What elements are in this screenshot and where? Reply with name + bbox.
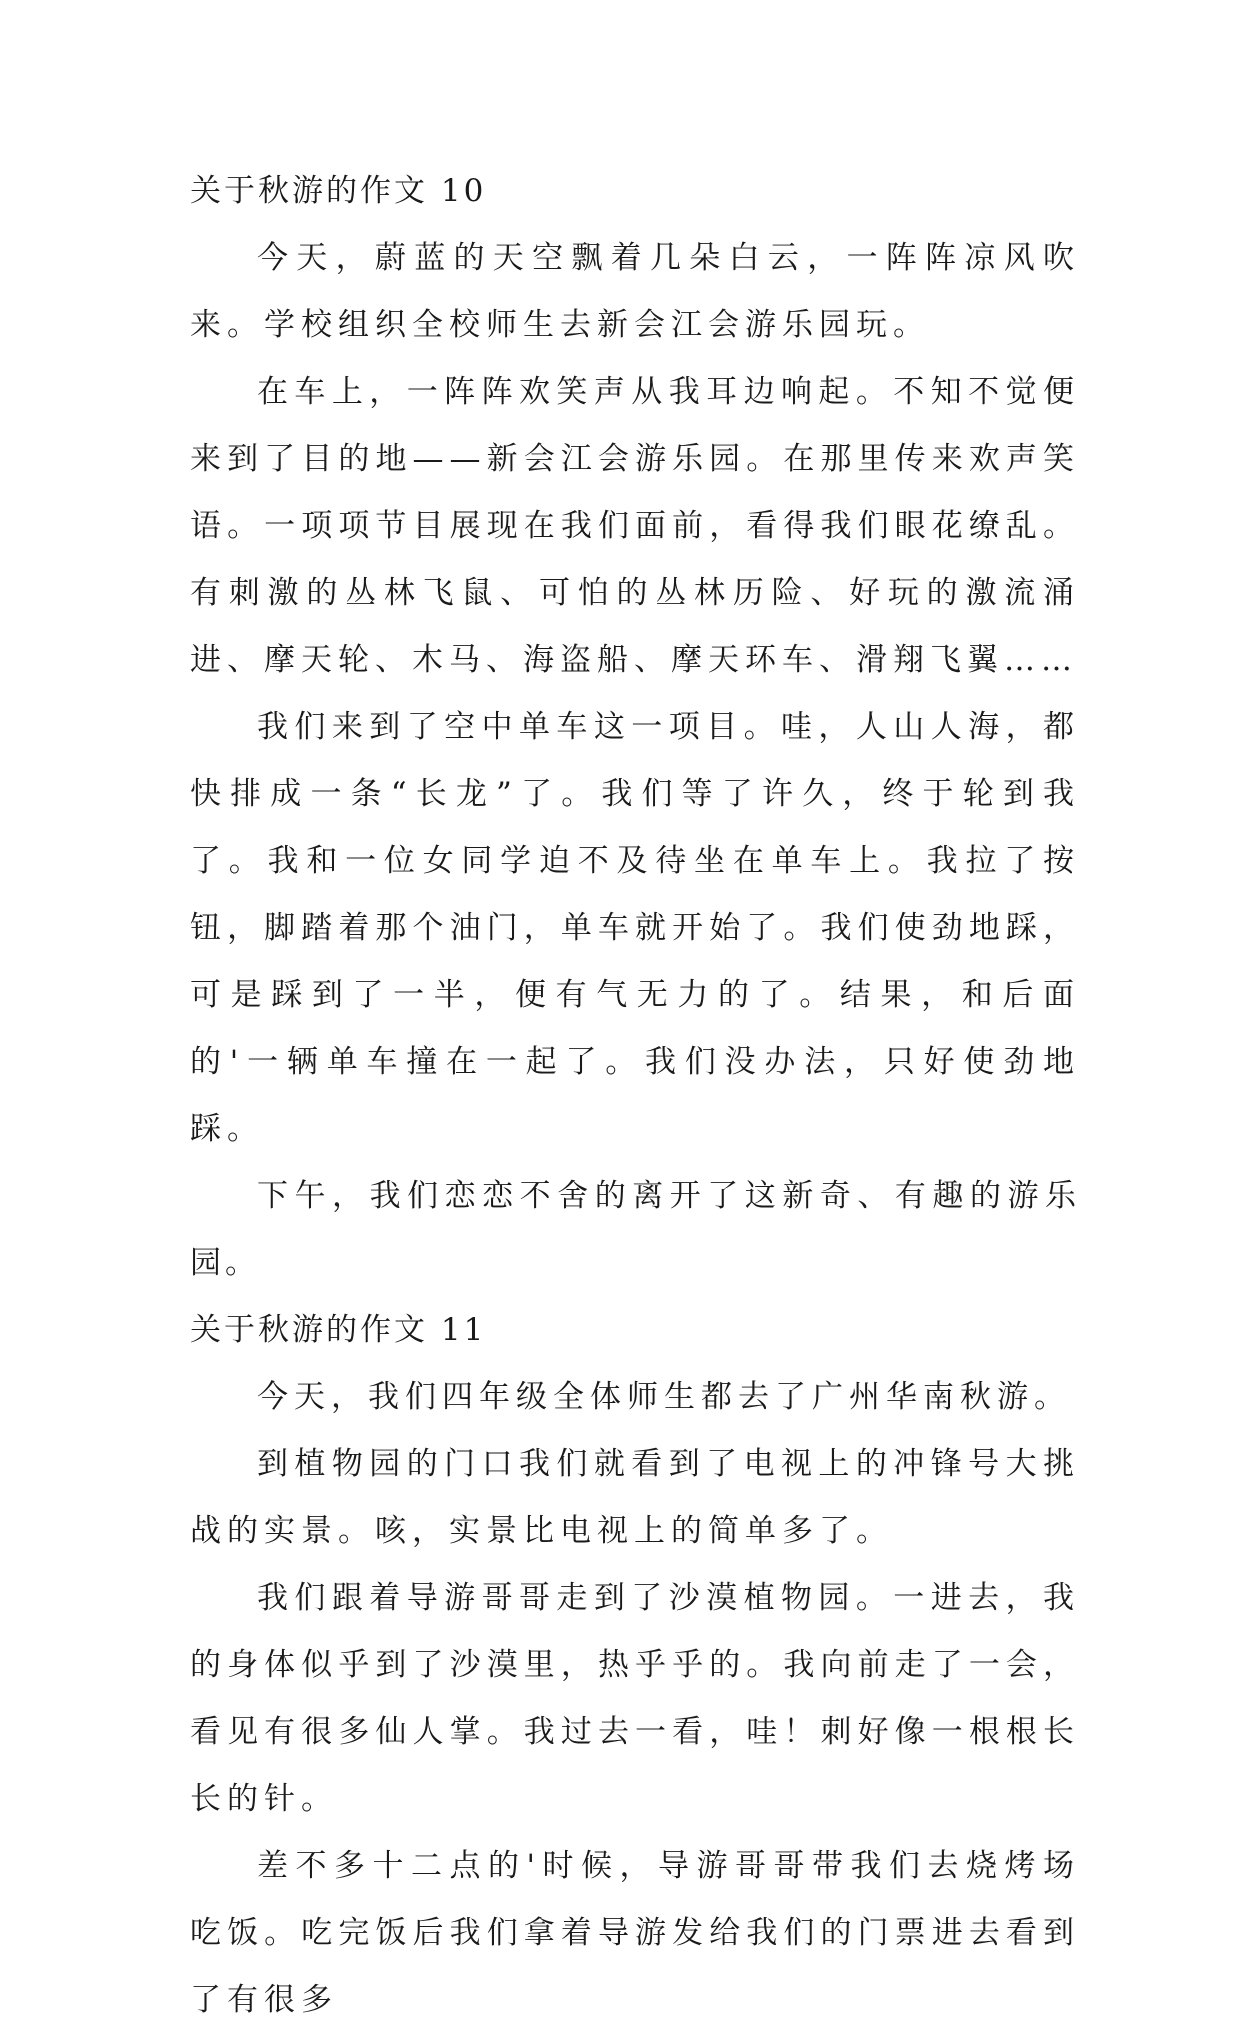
essay-11-paragraph-3: 我们跟着导游哥哥走到了沙漠植物园。一进去，我的身体似乎到了沙漠里，热乎乎的。我向前走了一会，看见有很多仙人掌。我过去一看，哇！刺好像一根根长长的针。 [190,1580,1080,1817]
essay-11-paragraph-2: 到植物园的门口我们就看到了电视上的冲锋号大挑战的实景。咳，实景比电视上的简单多了。 [190,1446,1080,1549]
essay-title-11: 关于秋游的作文 11 [190,1312,487,1348]
essay-title-10: 关于秋游的作文 10 [190,173,487,209]
essay-10-paragraph-4: 下午，我们恋恋不舍的离开了这新奇、有趣的游乐园。 [190,1178,1080,1281]
essay-10-paragraph-1: 今天，蔚蓝的天空飘着几朵白云，一阵阵凉风吹来。学校组织全校师生去新会江会游乐园玩。 [190,240,1080,343]
essay-11-paragraph-4: 差不多十二点的'时候，导游哥哥带我们去烧烤场吃饭。吃完饭后我们拿着导游发给我们的门票进去看到了有很多 [190,1848,1080,2018]
essay-10-paragraph-3: 我们来到了空中单车这一项目。哇，人山人海，都快排成一条“长龙”了。我们等了许久，终于轮到我了。我和一位女同学迫不及待坐在单车上。我拉了按钮，脚踏着那个油门，单车就开始了。我们使劲地踩，可是踩到了一半，便有气无力的了。结果，和后面的'一辆单车撞在一起了。我们没办法，只好使劲地踩。 [190,709,1080,1147]
essay-11-paragraph-1: 今天，我们四年级全体师生都去了广州华南秋游。 [257,1379,1071,1415]
essay-10-paragraph-2: 在车上，一阵阵欢笑声从我耳边响起。不知不觉便来到了目的地——新会江会游乐园。在那里传来欢声笑语。一项项节目展现在我们面前，看得我们眼花缭乱。有刺激的丛林飞鼠、可怕的丛林历险、好玩的激流涌进、摩天轮、木马、海盗船、摩天环车、滑翔飞翼…… [190,374,1080,678]
document-body [190,158,1080,2034]
